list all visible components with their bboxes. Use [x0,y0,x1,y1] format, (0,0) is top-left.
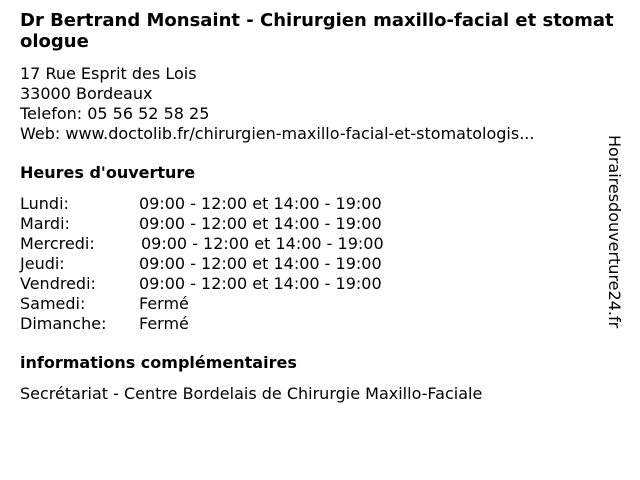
day-label: Mercredi: [20,234,95,253]
day-label: Mardi: [20,214,70,233]
address-block [20,64,534,144]
day-label: Lundi: [20,194,69,213]
additional-info-text: Secrétariat - Centre Bordelais de Chirurgie Maxillo-Faciale [20,384,483,403]
day-label: Vendredi: [20,274,96,293]
time-value: 09:00 - 12:00 et 14:00 - 19:00 [141,234,384,253]
day-label: Samedi: [20,294,86,313]
time-value: Fermé [139,294,189,313]
day-label: Dimanche: [20,314,107,333]
additional-info-heading: informations complémentaires [20,353,297,372]
opening-hours-heading: Heures d'ouverture [20,163,196,182]
time-value: 09:00 - 12:00 et 14:00 - 19:00 [139,274,382,293]
time-value: 09:00 - 12:00 et 14:00 - 19:00 [139,254,382,273]
website: Web: www.doctolib.fr/chirurgien-maxillo-facial-et-stomatologis... [20,124,535,143]
street-address: 17 Rue Esprit des Lois [20,64,197,83]
watermark [605,135,636,370]
day-label: Jeudi: [20,254,65,273]
time-value: 09:00 - 12:00 et 14:00 - 19:00 [139,214,382,233]
time-value: Fermé [139,314,189,333]
page-title: Dr Bertrand Monsaint - Chirurgien maxillo-facial et stomatologue [20,10,614,52]
watermark-text: Horairesdouverture24.fr [605,135,624,329]
time-value: 09:00 - 12:00 et 14:00 - 19:00 [139,194,382,213]
city-address: 33000 Bordeaux [20,84,153,103]
phone-number: Telefon: 05 56 52 58 25 [20,104,210,123]
